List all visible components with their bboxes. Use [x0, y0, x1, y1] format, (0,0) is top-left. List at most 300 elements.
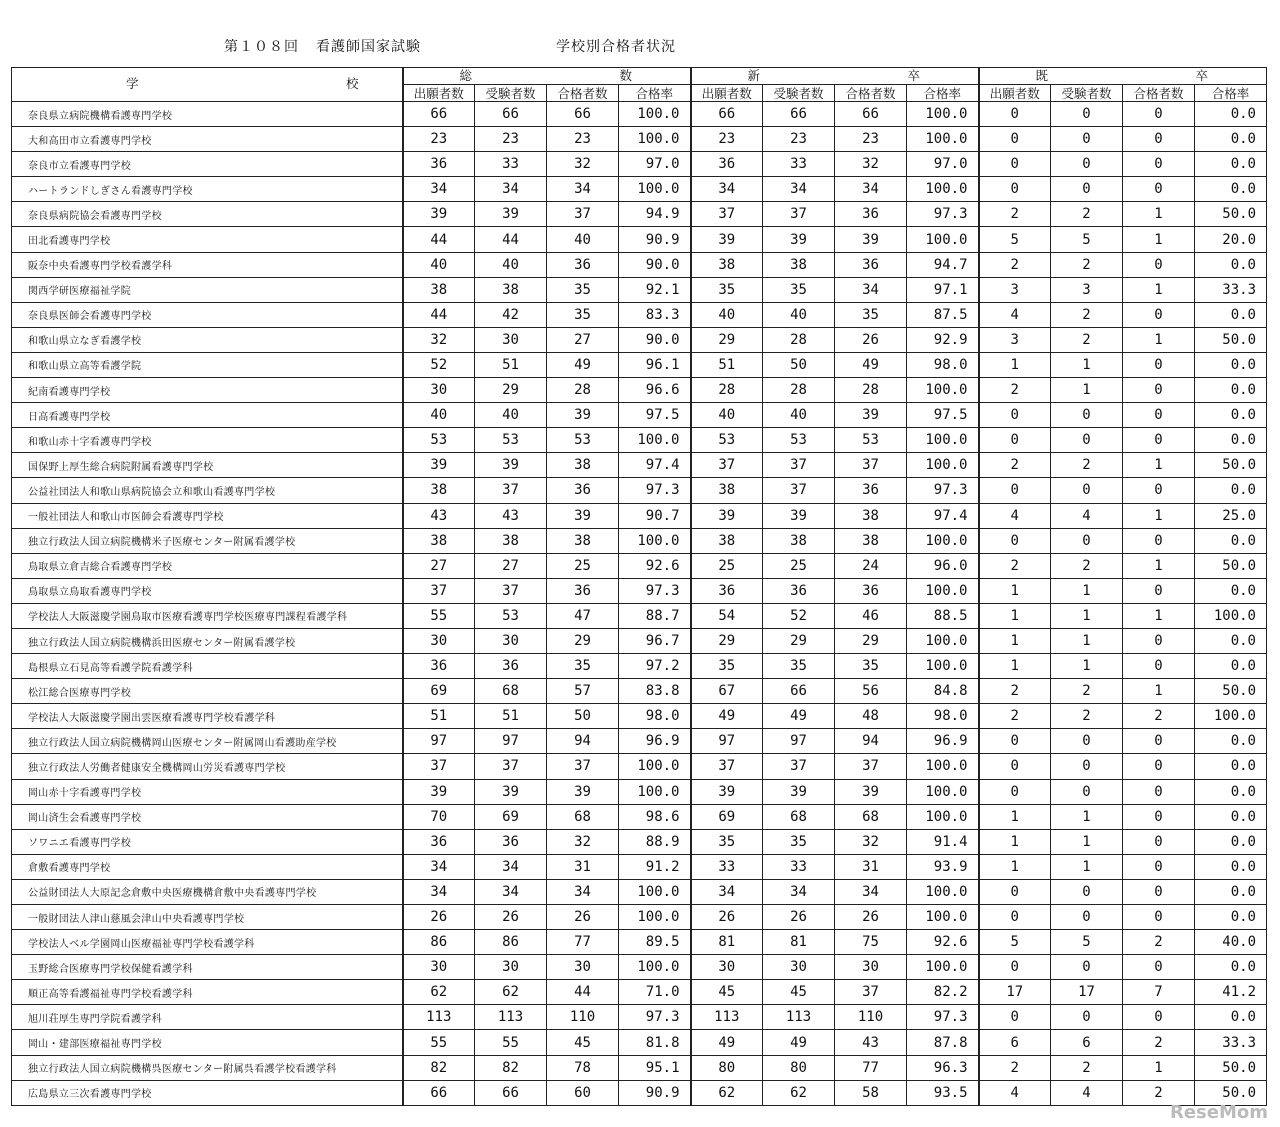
table-row — [12, 679, 1267, 704]
count-cell: 30 — [691, 955, 763, 980]
count-cell: 0 — [979, 1005, 1051, 1030]
pass-rate: 0.0 — [1195, 1005, 1267, 1030]
pass-rate: 100.0 — [907, 654, 979, 679]
count-cell: 39 — [835, 227, 907, 252]
pass-rate: 50.0 — [1195, 453, 1267, 478]
pass-rate: 89.5 — [619, 930, 691, 955]
count-cell: 32 — [835, 829, 907, 854]
count-cell: 34 — [475, 854, 547, 879]
school-name: 独立行政法人国立病院機構岡山医療センター附属岡山看護助産学校 — [12, 729, 403, 754]
table-row — [12, 553, 1267, 578]
count-cell: 50 — [763, 352, 835, 377]
school-name: 独立行政法人労働者健康安全機構岡山労災看護専門学校 — [12, 754, 403, 779]
table-row — [12, 1030, 1267, 1055]
count-cell: 26 — [691, 905, 763, 930]
count-cell: 49 — [763, 704, 835, 729]
count-cell: 38 — [475, 528, 547, 553]
count-cell: 37 — [691, 202, 763, 227]
count-cell: 24 — [835, 553, 907, 578]
count-cell: 1 — [1123, 503, 1195, 528]
count-cell: 2 — [1051, 327, 1123, 352]
school-name: ソワニエ看護専門学校 — [12, 829, 403, 854]
count-cell: 2 — [979, 453, 1051, 478]
count-cell: 40 — [475, 403, 547, 428]
count-cell: 0 — [1051, 955, 1123, 980]
count-cell: 40 — [547, 227, 619, 252]
count-cell: 1 — [1123, 277, 1195, 302]
count-cell: 82 — [403, 1055, 475, 1080]
count-cell: 35 — [835, 654, 907, 679]
count-cell: 0 — [1123, 829, 1195, 854]
count-cell: 0 — [1051, 1005, 1123, 1030]
count-cell: 80 — [763, 1055, 835, 1080]
count-cell: 34 — [691, 879, 763, 904]
school-name: ハートランドしぎさん看護専門学校 — [12, 177, 403, 202]
count-cell: 0 — [1123, 754, 1195, 779]
count-cell: 49 — [691, 704, 763, 729]
count-cell: 40 — [403, 403, 475, 428]
count-cell: 113 — [763, 1005, 835, 1030]
count-cell: 33 — [691, 854, 763, 879]
pass-rate: 0.0 — [1195, 177, 1267, 202]
count-cell: 68 — [547, 804, 619, 829]
count-cell: 1 — [1123, 227, 1195, 252]
school-name: 田北看護専門学校 — [12, 227, 403, 252]
count-cell: 30 — [475, 327, 547, 352]
count-cell: 34 — [547, 879, 619, 904]
count-cell: 1 — [1051, 854, 1123, 879]
pass-rate: 0.0 — [1195, 528, 1267, 553]
count-cell: 0 — [979, 955, 1051, 980]
pass-rate: 100.0 — [619, 177, 691, 202]
count-cell: 35 — [691, 277, 763, 302]
pass-rate: 97.3 — [907, 1005, 979, 1030]
count-cell: 0 — [979, 102, 1051, 127]
count-cell: 55 — [475, 1030, 547, 1055]
pass-rate: 97.3 — [907, 478, 979, 503]
count-cell: 39 — [835, 779, 907, 804]
pass-rate: 97.1 — [907, 277, 979, 302]
count-cell: 113 — [475, 1005, 547, 1030]
count-cell: 1 — [1123, 327, 1195, 352]
count-cell: 0 — [1051, 102, 1123, 127]
count-cell: 2 — [1051, 453, 1123, 478]
count-cell: 0 — [1051, 127, 1123, 152]
pass-rate: 100.0 — [619, 127, 691, 152]
table-row — [12, 1005, 1267, 1030]
pass-rate: 97.4 — [907, 503, 979, 528]
pass-rate: 100.0 — [1195, 603, 1267, 628]
pass-rate: 94.7 — [907, 252, 979, 277]
pass-rate: 100.0 — [907, 905, 979, 930]
school-name: 鳥取県立倉吉総合看護専門学校 — [12, 553, 403, 578]
pass-rate: 98.6 — [619, 804, 691, 829]
pass-rate: 0.0 — [1195, 854, 1267, 879]
count-cell: 51 — [475, 704, 547, 729]
pass-rate: 100.0 — [907, 779, 979, 804]
count-cell: 36 — [403, 152, 475, 177]
count-cell: 34 — [403, 854, 475, 879]
count-cell: 0 — [1123, 854, 1195, 879]
count-cell: 30 — [763, 955, 835, 980]
pass-rate: 90.7 — [619, 503, 691, 528]
count-cell: 26 — [403, 905, 475, 930]
pass-rate: 100.0 — [907, 102, 979, 127]
pass-rate: 100.0 — [907, 528, 979, 553]
count-cell: 2 — [979, 553, 1051, 578]
count-cell: 53 — [691, 428, 763, 453]
pass-rate: 88.7 — [619, 603, 691, 628]
table-row — [12, 930, 1267, 955]
count-cell: 3 — [979, 277, 1051, 302]
count-cell: 28 — [763, 378, 835, 403]
count-cell: 53 — [547, 428, 619, 453]
pass-rate: 100.0 — [907, 955, 979, 980]
count-cell: 66 — [763, 679, 835, 704]
count-cell: 77 — [835, 1055, 907, 1080]
count-cell: 38 — [763, 528, 835, 553]
table-row — [12, 779, 1267, 804]
school-name: 学校法人ベル学園岡山医療福祉専門学校看護学科 — [12, 930, 403, 955]
count-cell: 37 — [763, 202, 835, 227]
count-cell: 17 — [1051, 980, 1123, 1005]
count-cell: 49 — [763, 1030, 835, 1055]
count-cell: 37 — [763, 478, 835, 503]
count-cell: 40 — [763, 403, 835, 428]
count-cell: 42 — [475, 302, 547, 327]
count-cell: 45 — [691, 980, 763, 1005]
count-cell: 0 — [979, 152, 1051, 177]
count-cell: 0 — [1051, 905, 1123, 930]
pass-rate: 0.0 — [1195, 955, 1267, 980]
table-row — [12, 754, 1267, 779]
count-cell: 35 — [763, 654, 835, 679]
count-cell: 25 — [691, 553, 763, 578]
pass-rate: 50.0 — [1195, 327, 1267, 352]
results-table — [11, 67, 1267, 1106]
count-cell: 55 — [403, 603, 475, 628]
pass-rate: 87.8 — [907, 1030, 979, 1055]
count-cell: 37 — [547, 202, 619, 227]
count-cell: 52 — [403, 352, 475, 377]
count-cell: 1 — [1051, 654, 1123, 679]
pass-rate: 50.0 — [1195, 1080, 1267, 1105]
count-cell: 1 — [1051, 829, 1123, 854]
count-cell: 4 — [979, 302, 1051, 327]
count-cell: 38 — [403, 277, 475, 302]
pass-rate: 96.0 — [907, 553, 979, 578]
count-cell: 62 — [403, 980, 475, 1005]
count-cell: 66 — [475, 102, 547, 127]
pass-rate: 0.0 — [1195, 729, 1267, 754]
column-header: 出願者数 — [403, 85, 475, 102]
pass-rate: 0.0 — [1195, 829, 1267, 854]
count-cell: 66 — [835, 102, 907, 127]
pass-rate: 96.3 — [907, 1055, 979, 1080]
count-cell: 39 — [547, 503, 619, 528]
pass-rate: 100.0 — [907, 578, 979, 603]
pass-rate: 33.3 — [1195, 1030, 1267, 1055]
count-cell: 0 — [1123, 152, 1195, 177]
column-header: 受験者数 — [475, 85, 547, 102]
count-cell: 0 — [979, 528, 1051, 553]
count-cell: 4 — [979, 503, 1051, 528]
count-cell: 5 — [979, 930, 1051, 955]
count-cell: 35 — [691, 654, 763, 679]
count-cell: 36 — [691, 152, 763, 177]
table-row — [12, 503, 1267, 528]
count-cell: 38 — [547, 528, 619, 553]
count-cell: 1 — [1123, 453, 1195, 478]
count-cell: 35 — [763, 277, 835, 302]
count-cell: 32 — [547, 829, 619, 854]
count-cell: 62 — [475, 980, 547, 1005]
count-cell: 17 — [979, 980, 1051, 1005]
column-header: 合格者数 — [1123, 85, 1195, 102]
count-cell: 69 — [691, 804, 763, 829]
count-cell: 23 — [835, 127, 907, 152]
count-cell: 51 — [403, 704, 475, 729]
count-cell: 43 — [835, 1030, 907, 1055]
count-cell: 1 — [979, 804, 1051, 829]
count-cell: 31 — [835, 854, 907, 879]
count-cell: 27 — [547, 327, 619, 352]
school-name: 一般社団法人和歌山市医師会看護専門学校 — [12, 503, 403, 528]
count-cell: 36 — [763, 578, 835, 603]
count-cell: 39 — [475, 779, 547, 804]
column-header: 出願者数 — [979, 85, 1051, 102]
count-cell: 33 — [475, 152, 547, 177]
count-cell: 36 — [835, 202, 907, 227]
school-name: 大和高田市立看護専門学校 — [12, 127, 403, 152]
pass-rate: 81.8 — [619, 1030, 691, 1055]
count-cell: 39 — [403, 453, 475, 478]
count-cell: 37 — [763, 754, 835, 779]
count-cell: 32 — [547, 152, 619, 177]
count-cell: 2 — [1051, 252, 1123, 277]
count-cell: 0 — [1123, 1005, 1195, 1030]
count-cell: 1 — [1051, 352, 1123, 377]
count-cell: 37 — [547, 754, 619, 779]
count-cell: 34 — [403, 177, 475, 202]
count-cell: 0 — [1051, 177, 1123, 202]
count-cell: 110 — [547, 1005, 619, 1030]
pass-rate: 0.0 — [1195, 628, 1267, 653]
count-cell: 37 — [475, 754, 547, 779]
count-cell: 5 — [1051, 930, 1123, 955]
count-cell: 38 — [547, 453, 619, 478]
count-cell: 26 — [547, 905, 619, 930]
school-name: 独立行政法人国立病院機構米子医療センター附属看護学校 — [12, 528, 403, 553]
count-cell: 36 — [835, 578, 907, 603]
count-cell: 37 — [763, 453, 835, 478]
count-cell: 38 — [763, 252, 835, 277]
pass-rate: 100.0 — [619, 955, 691, 980]
count-cell: 2 — [979, 679, 1051, 704]
table-row — [12, 704, 1267, 729]
count-cell: 0 — [1123, 127, 1195, 152]
count-cell: 110 — [835, 1005, 907, 1030]
pass-rate: 91.4 — [907, 829, 979, 854]
school-name: 公益社団法人和歌山県病院協会立和歌山看護専門学校 — [12, 478, 403, 503]
pass-rate: 97.5 — [619, 403, 691, 428]
column-header: 出願者数 — [691, 85, 763, 102]
count-cell: 68 — [763, 804, 835, 829]
table-row — [12, 854, 1267, 879]
column-header: 受験者数 — [763, 85, 835, 102]
pass-rate: 97.0 — [907, 152, 979, 177]
count-cell: 2 — [979, 1055, 1051, 1080]
pass-rate: 96.9 — [907, 729, 979, 754]
count-cell: 25 — [763, 553, 835, 578]
count-cell: 35 — [763, 829, 835, 854]
count-cell: 6 — [1051, 1030, 1123, 1055]
column-header: 合格率 — [619, 85, 691, 102]
table-row — [12, 152, 1267, 177]
table-row — [12, 628, 1267, 653]
count-cell: 34 — [475, 177, 547, 202]
count-cell: 1 — [1123, 1055, 1195, 1080]
count-cell: 2 — [1123, 1030, 1195, 1055]
count-cell: 2 — [979, 378, 1051, 403]
count-cell: 30 — [403, 628, 475, 653]
pass-rate: 100.0 — [619, 779, 691, 804]
count-cell: 29 — [547, 628, 619, 653]
count-cell: 34 — [763, 879, 835, 904]
pass-rate: 100.0 — [619, 754, 691, 779]
pass-rate: 71.0 — [619, 980, 691, 1005]
table-row — [12, 252, 1267, 277]
pass-rate: 50.0 — [1195, 553, 1267, 578]
count-cell: 43 — [403, 503, 475, 528]
count-cell: 40 — [691, 302, 763, 327]
table-row — [12, 528, 1267, 553]
school-name: 鳥取県立鳥取看護専門学校 — [12, 578, 403, 603]
count-cell: 30 — [475, 628, 547, 653]
table-row — [12, 578, 1267, 603]
count-cell: 44 — [547, 980, 619, 1005]
count-cell: 26 — [835, 327, 907, 352]
count-cell: 34 — [403, 879, 475, 904]
count-cell: 113 — [403, 1005, 475, 1030]
table-row — [12, 955, 1267, 980]
document-subtitle: 学校別合格者状況 — [556, 39, 676, 55]
count-cell: 34 — [475, 879, 547, 904]
count-cell: 66 — [691, 102, 763, 127]
pass-rate: 0.0 — [1195, 478, 1267, 503]
count-cell: 0 — [1123, 352, 1195, 377]
count-cell: 23 — [763, 127, 835, 152]
count-cell: 39 — [691, 503, 763, 528]
school-name: 奈良県立病院機構看護専門学校 — [12, 102, 403, 127]
count-cell: 1 — [979, 854, 1051, 879]
table-row — [12, 177, 1267, 202]
count-cell: 54 — [691, 603, 763, 628]
pass-rate: 92.6 — [619, 553, 691, 578]
count-cell: 34 — [835, 277, 907, 302]
school-name: 奈良県医師会看護専門学校 — [12, 302, 403, 327]
count-cell: 62 — [763, 1080, 835, 1105]
pass-rate: 83.3 — [619, 302, 691, 327]
pass-rate: 92.1 — [619, 277, 691, 302]
count-cell: 32 — [403, 327, 475, 352]
count-cell: 81 — [691, 930, 763, 955]
pass-rate: 98.0 — [907, 352, 979, 377]
count-cell: 36 — [547, 578, 619, 603]
count-cell: 51 — [475, 352, 547, 377]
count-cell: 34 — [547, 177, 619, 202]
count-cell: 36 — [475, 829, 547, 854]
column-header: 合格者数 — [547, 85, 619, 102]
table-row — [12, 378, 1267, 403]
count-cell: 44 — [403, 302, 475, 327]
count-cell: 66 — [403, 1080, 475, 1105]
school-name: 岡山赤十字看護専門学校 — [12, 779, 403, 804]
count-cell: 53 — [403, 428, 475, 453]
count-cell: 0 — [1123, 779, 1195, 804]
count-cell: 0 — [1123, 729, 1195, 754]
count-cell: 2 — [1051, 704, 1123, 729]
count-cell: 37 — [691, 754, 763, 779]
count-cell: 34 — [691, 177, 763, 202]
count-cell: 0 — [1123, 654, 1195, 679]
pass-rate: 90.9 — [619, 227, 691, 252]
pass-rate: 100.0 — [907, 378, 979, 403]
school-name: 順正高等看護福祉専門学校看護学科 — [12, 980, 403, 1005]
count-cell: 0 — [979, 779, 1051, 804]
count-cell: 29 — [691, 628, 763, 653]
count-cell: 39 — [835, 403, 907, 428]
pass-rate: 97.0 — [619, 152, 691, 177]
pass-rate: 97.3 — [619, 478, 691, 503]
school-name: 倉敷看護専門学校 — [12, 854, 403, 879]
count-cell: 66 — [763, 102, 835, 127]
count-cell: 35 — [547, 277, 619, 302]
count-cell: 53 — [763, 428, 835, 453]
count-cell: 94 — [547, 729, 619, 754]
pass-rate: 100.0 — [619, 428, 691, 453]
pass-rate: 100.0 — [907, 628, 979, 653]
table-row — [12, 980, 1267, 1005]
table-row — [12, 1080, 1267, 1105]
count-cell: 97 — [475, 729, 547, 754]
pass-rate: 50.0 — [1195, 679, 1267, 704]
pass-rate: 96.6 — [619, 378, 691, 403]
count-cell: 0 — [979, 403, 1051, 428]
pass-rate: 100.0 — [907, 453, 979, 478]
pass-rate: 83.8 — [619, 679, 691, 704]
count-cell: 35 — [835, 302, 907, 327]
count-cell: 0 — [1123, 879, 1195, 904]
table-row — [12, 453, 1267, 478]
count-cell: 50 — [547, 704, 619, 729]
pass-rate: 20.0 — [1195, 227, 1267, 252]
school-name: 紀南看護専門学校 — [12, 378, 403, 403]
table-row — [12, 729, 1267, 754]
count-cell: 2 — [979, 252, 1051, 277]
count-cell: 80 — [691, 1055, 763, 1080]
count-cell: 38 — [835, 503, 907, 528]
count-cell: 44 — [475, 227, 547, 252]
count-cell: 70 — [403, 804, 475, 829]
count-cell: 48 — [835, 704, 907, 729]
count-cell: 40 — [763, 302, 835, 327]
count-cell: 0 — [1051, 528, 1123, 553]
count-cell: 0 — [1123, 102, 1195, 127]
school-name: 旭川荘厚生専門学院看護学科 — [12, 1005, 403, 1030]
school-name: 学校法人大阪滋慶学園出雲医療看護専門学校看護学科 — [12, 704, 403, 729]
count-cell: 1 — [979, 603, 1051, 628]
